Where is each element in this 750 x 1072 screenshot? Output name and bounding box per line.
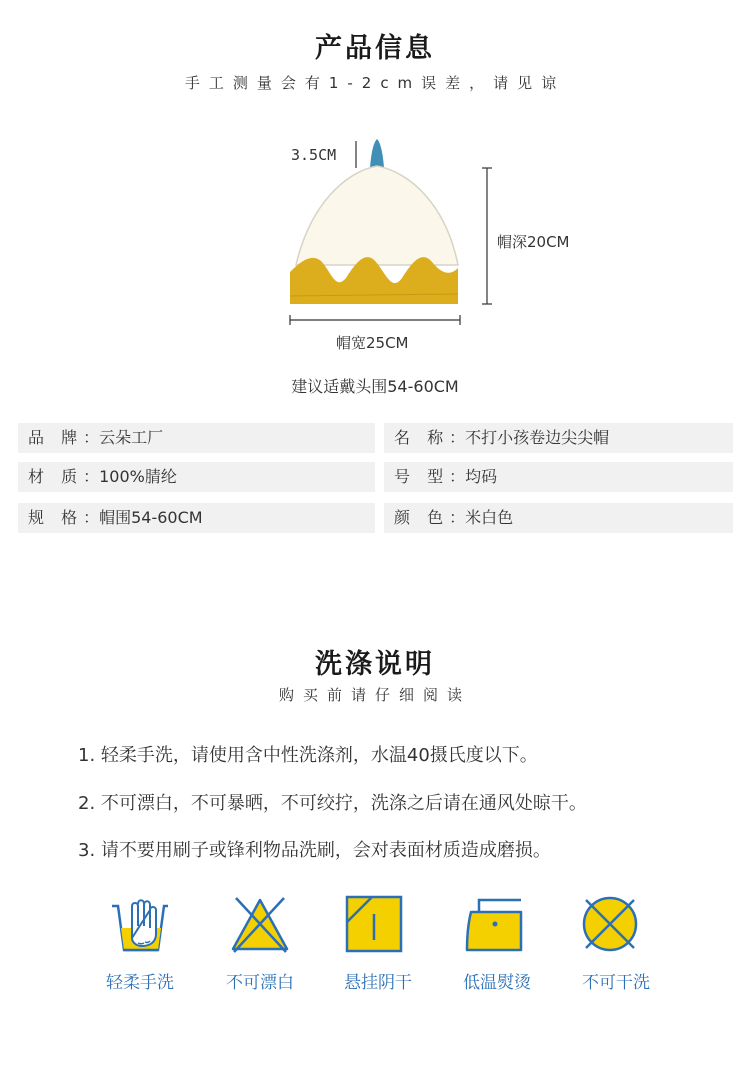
hat-width-label: 帽宽25CM — [336, 334, 409, 352]
hang-dry-shade-icon — [344, 894, 404, 954]
washing-subtitle: 购买前请仔细阅读 — [278, 686, 471, 704]
washing-title: 洗涤说明 — [315, 649, 435, 680]
care-label-low-iron: 低温熨烫 — [463, 973, 531, 993]
product-info-subtitle: 手工测量会有1-2cm误差，请见谅 — [184, 74, 566, 92]
wash-instruction-3: 3. 请不要用刷子或锋利物品洗刷，会对表面材质造成磨损。 — [78, 840, 551, 861]
no-dry-clean-icon — [580, 894, 640, 954]
info-size-sep: ： — [449, 467, 466, 486]
info-material-key: 材 质 — [28, 467, 84, 486]
hat-tip — [370, 139, 384, 168]
care-label-hand-wash: 轻柔手洗 — [106, 973, 174, 993]
info-size-key: 号 型 — [394, 467, 450, 486]
tip-height-label: 3.5CM — [291, 146, 337, 164]
info-name — [384, 423, 733, 453]
info-name-sep: ： — [449, 428, 466, 447]
info-name-value: 不打小孩卷边尖尖帽 — [465, 428, 610, 447]
wash-instruction-1: 1. 轻柔手洗，请使用含中性洗涤剂，水温40摄氏度以下。 — [78, 745, 538, 766]
info-material-value: 100%腈纶 — [99, 467, 177, 486]
product-info-title: 产品信息 — [315, 33, 435, 64]
info-size-value: 均码 — [465, 467, 498, 486]
info-size — [384, 462, 733, 492]
care-label-no-dry-clean: 不可干洗 — [582, 973, 650, 993]
care-label-hang-dry: 悬挂阴干 — [344, 973, 412, 993]
info-brand — [18, 423, 375, 453]
info-brand-value: 云朵工厂 — [99, 428, 164, 447]
hat-body — [296, 166, 458, 265]
hat-depth-label: 帽深20CM — [497, 233, 570, 251]
no-bleach-icon — [230, 894, 290, 954]
hand-wash-icon — [110, 894, 170, 954]
fit-note: 建议适戴头围54-60CM — [291, 377, 459, 396]
hat-brim — [290, 257, 458, 304]
info-color-value: 米白色 — [465, 508, 514, 527]
low-iron-icon — [465, 894, 525, 954]
info-spec-key: 规 格 — [28, 508, 84, 527]
hat-illustration — [0, 120, 750, 340]
wash-instruction-2: 2. 不可漂白，不可暴晒，不可绞拧，洗涤之后请在通风处晾干。 — [78, 793, 587, 814]
info-brand-sep: ： — [83, 428, 100, 447]
info-spec-sep: ： — [83, 508, 100, 527]
info-name-key: 名 称 — [394, 428, 450, 447]
info-color-key: 颜 色 — [394, 508, 450, 527]
info-material-sep: ： — [83, 467, 100, 486]
care-label-no-bleach: 不可漂白 — [226, 973, 294, 993]
info-brand-key: 品 牌 — [28, 428, 84, 447]
info-color — [384, 503, 733, 533]
info-color-sep: ： — [449, 508, 466, 527]
info-spec — [18, 503, 375, 533]
info-spec-value: 帽围54-60CM — [99, 508, 203, 527]
info-material — [18, 462, 375, 492]
